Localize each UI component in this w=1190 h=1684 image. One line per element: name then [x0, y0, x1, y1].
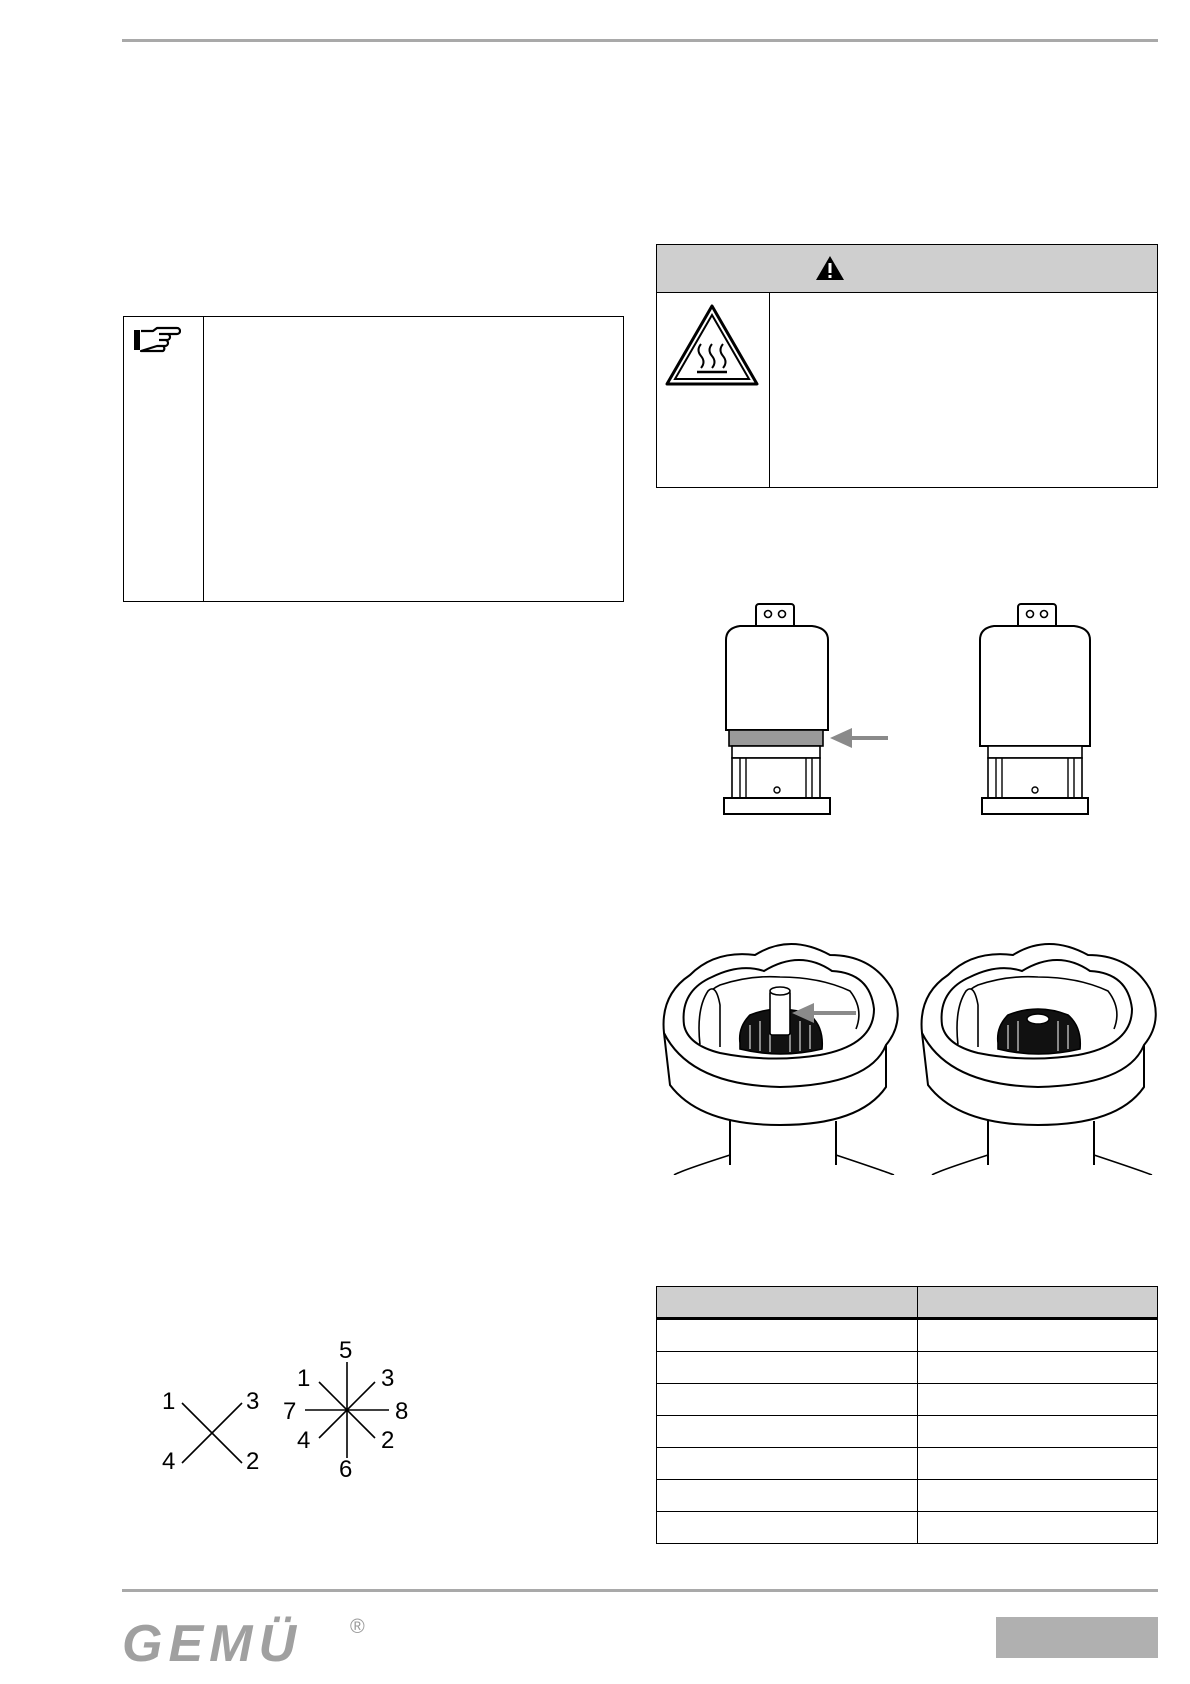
pin-label: 6	[339, 1456, 353, 1482]
actuator-without-indicator-illustration	[978, 600, 1108, 820]
table-row	[657, 1352, 1158, 1384]
pin-label: 3	[381, 1365, 395, 1392]
table-cell	[918, 1319, 1158, 1352]
table-cell	[918, 1512, 1158, 1544]
pin-label: 7	[283, 1398, 297, 1425]
table-row	[657, 1416, 1158, 1448]
pin-label: 2	[381, 1427, 395, 1454]
pin-label: 5	[339, 1337, 353, 1364]
pin-label: 4	[162, 1448, 176, 1475]
data-table	[656, 1286, 1158, 1544]
registered-mark: ®	[350, 1616, 365, 1638]
pin-label: 8	[395, 1398, 409, 1425]
pin-label: 3	[246, 1388, 260, 1415]
table-cell	[657, 1448, 918, 1480]
table-row	[657, 1384, 1158, 1416]
table-cell	[657, 1384, 918, 1416]
table-row	[657, 1448, 1158, 1480]
pin-diagram-8-pole	[275, 1332, 425, 1482]
bottom-rule	[122, 1589, 1158, 1592]
gemu-logo	[122, 1614, 302, 1674]
table-cell	[657, 1319, 918, 1352]
table-cell	[657, 1480, 918, 1512]
table-cell	[657, 1352, 918, 1384]
pointing-hand-icon	[133, 325, 181, 353]
table-row	[657, 1512, 1158, 1544]
top-rule	[122, 39, 1158, 42]
warning-triangle-icon	[815, 255, 845, 281]
table-header-cell	[657, 1287, 918, 1319]
note-box	[123, 316, 624, 602]
warning-header	[657, 245, 1157, 293]
pin-label: 1	[162, 1388, 176, 1415]
warning-symbol-column	[657, 293, 770, 487]
warning-box	[656, 244, 1158, 488]
pin-label: 1	[297, 1365, 311, 1392]
hot-surface-warning-icon	[665, 304, 759, 388]
pin-label: 4	[297, 1427, 311, 1454]
actuator-with-indicator-illustration	[718, 600, 898, 820]
table-cell	[918, 1416, 1158, 1448]
table-cell	[918, 1352, 1158, 1384]
table-cell	[657, 1416, 918, 1448]
logo-text: GEMÜ	[122, 1615, 302, 1673]
note-gutter	[124, 317, 204, 601]
table-cell	[918, 1480, 1158, 1512]
table-header-cell	[918, 1287, 1158, 1319]
handwheel-indicator-raised-illustration	[660, 925, 900, 1175]
table-header-row	[657, 1287, 1158, 1319]
table-row	[657, 1480, 1158, 1512]
page-number-block	[996, 1617, 1158, 1658]
table-cell	[918, 1448, 1158, 1480]
table-row	[657, 1319, 1158, 1352]
table-cell	[918, 1384, 1158, 1416]
pin-diagram-4-pole	[150, 1385, 270, 1475]
table-cell	[657, 1512, 918, 1544]
handwheel-indicator-retracted-illustration	[918, 925, 1158, 1175]
pin-label: 2	[246, 1448, 260, 1475]
